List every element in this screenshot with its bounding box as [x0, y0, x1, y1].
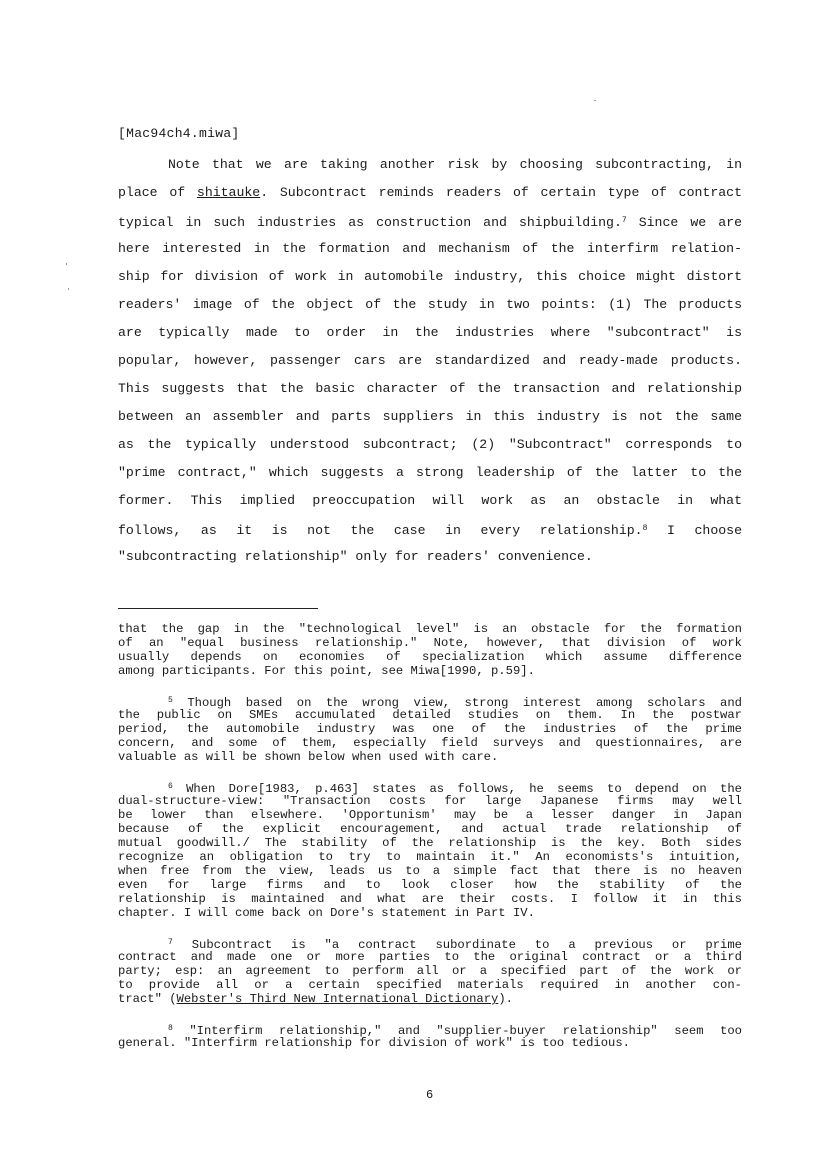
footnote-line: tract" (Webster's Third New International Dictionary). [118, 992, 513, 1006]
footnote-line: among participants. For this point, see Miwa[1990, p.59]. [118, 664, 535, 678]
footnote-line: $^8$ "Interfirm relationship," and "supplier-buyer relationship" seem too [168, 1024, 742, 1038]
body-line: "subcontracting relationship" only for readers' convenience. [118, 549, 593, 564]
footnote-line: when free from the view, leads us to a simple fact that there is no heaven [118, 864, 742, 878]
footnotes [118, 622, 742, 1066]
body-line: between an assembler and parts suppliers in this industry is not the same [118, 409, 742, 424]
body-line: readers' image of the object of the study in two points: (1) The products [118, 297, 742, 312]
footnote-line: chapter. I will come back on Dore's statement in Part IV. [118, 906, 535, 920]
footnote-line: $^6$ When Dore[1983, p.463] states as follows, he seems to depend on the [168, 782, 742, 796]
footnote-marker: 7 [168, 938, 173, 947]
footnote-marker: 5 [168, 696, 173, 705]
footnote-separator [118, 608, 318, 609]
footnote-line: that the gap in the "technological level" is an obstacle for the formation [118, 622, 742, 636]
body-line: ship for division of work in automobile industry, this choice might distort [118, 269, 742, 284]
underlined-term: Webster's Third New International Dictionary [176, 992, 499, 1006]
footnote-line: period, the automobile industry was one of the industries of the prime [118, 722, 742, 736]
footnote-line: even for large firms and to look closer how the stability of the [118, 878, 742, 892]
footnote [118, 936, 742, 1006]
body-line: popular, however, passenger cars are standardized and ready-made products. [118, 353, 742, 368]
footnote [118, 694, 742, 764]
footnote-line: recognize an obligation to try to maintain it." An economists's intuition, [118, 850, 742, 864]
footnote-line: valuable as will be shown below when used with care. [118, 750, 499, 764]
body-line: Note that we are taking another risk by choosing subcontracting, in [168, 157, 742, 172]
footnote [118, 780, 742, 920]
footnote-line: because of the explicit encouragement, and actual trade relationship of [118, 822, 742, 836]
footnote-line: to provide all or a certain specified materials required in another con- [118, 978, 742, 992]
body-line: as the typically understood subcontract; (2) "Subcontract" corresponds to [118, 437, 742, 452]
footnote-marker: 8 [168, 1024, 173, 1033]
footnote [118, 1022, 742, 1050]
file-reference: [Mac94ch4.miwa] [118, 126, 240, 141]
footnote [118, 622, 742, 678]
body-line: here interested in the formation and mechanism of the interfirm relation- [118, 241, 742, 256]
footnote-line: of an "equal business relationship." Note, however, that division of work [118, 636, 742, 650]
footnote-line: contract and made one or more parties to the original contract or a third [118, 950, 742, 964]
footnote-line: relationship is maintained and what are their costs. I follow it in this [118, 892, 742, 906]
footnote-line: mutual goodwill./ The stability of the relationship is the key. Both sides [118, 836, 742, 850]
scan-speck [594, 100, 596, 101]
footnote-marker: 7 [621, 216, 627, 225]
footnote-line: be lower than elsewhere. 'Opportunism' may be a lesser danger in Japan [118, 808, 742, 822]
footnote-line: general. "Interfirm relationship for division of work" is too tedious. [118, 1036, 630, 1050]
body-paragraph [118, 151, 742, 571]
body-line: place of shitauke. Subcontract reminds readers of certain type of contract [118, 185, 742, 200]
footnote-line: the public on SMEs accumulated detailed studies on them. In the postwar [118, 708, 742, 722]
underlined-term: shitauke [196, 185, 261, 200]
footnote-line: party; esp: an agreement to perform all or a specified part of the work or [118, 964, 742, 978]
body-line: follows, as it is not the case in every relationship.$^8$ I choose [118, 523, 742, 538]
body-line: typical in such industries as construction and shipbuilding.$^7$ Since we are [118, 215, 742, 230]
body-line: "prime contract," which suggests a strong leadership of the latter to the [118, 465, 742, 480]
footnote-marker: 8 [642, 524, 648, 533]
footnote-line: concern, and some of them, especially field surveys and questionnaires, are [118, 736, 742, 750]
footnote-line: $^5$ Though based on the wrong view, strong interest among scholars and [168, 696, 742, 710]
body-line: This suggests that the basic character of the transaction and relationship [118, 381, 742, 396]
scan-speck [66, 263, 67, 265]
footnote-marker: 6 [168, 782, 173, 791]
scan-speck [68, 288, 69, 290]
footnote-line: usually depends on economies of specialization which assume difference [118, 650, 742, 664]
body-line: are typically made to order in the industries where "subcontract" is [118, 325, 742, 340]
page-number: 6 [426, 1088, 434, 1102]
footnote-line: dual-structure-view: "Transaction costs for large Japanese firms may well [118, 794, 742, 808]
footnote-line: $^7$ Subcontract is "a contract subordinate to a previous or prime [168, 938, 742, 952]
body-line: former. This implied preoccupation will work as an obstacle in what [118, 493, 742, 508]
